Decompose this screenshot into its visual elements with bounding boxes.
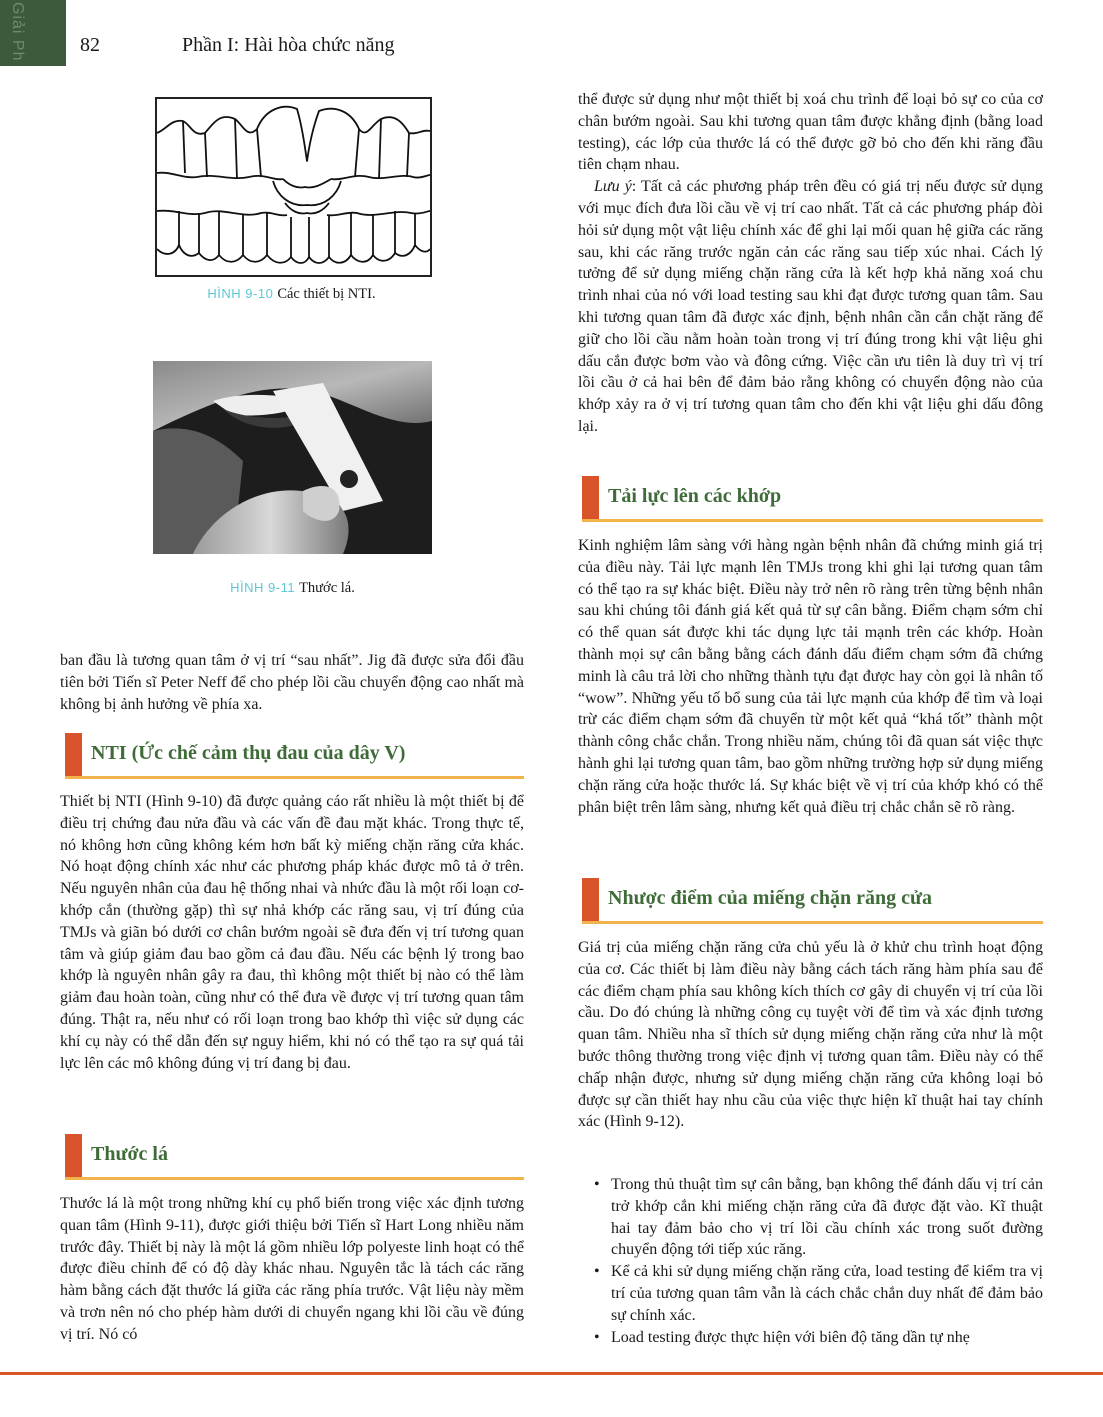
bullet-dot: • (594, 1263, 600, 1281)
paragraph: Giá trị của miếng chặn răng cửa chủ yếu là ở khử chu trình hoạt động của cơ. Các thiết bị làm điều này bằng cách tách răng hàm phía sau để các điểm chạm phía sau không kích thích cơ gây di chuyển vị trí của lồi cầu. Do đó chúng là những công cụ tuyệt vời để tìm và xác định tương quan tâm. Nhiều nha sĩ thích sử dụng miếng chặn răng cửa như là một bước thông thường trong việc định vị tương quan tâm. Điều này có thể chấp nhận được, nhưng sử dụng miếng chặn răng cửa không loại bỏ được sự cần thiết hay nhu cầu của việc thực hiện kĩ thuật hai tay chính xác (Hình 9-12). (578, 939, 1043, 1131)
heading-rule (65, 776, 524, 779)
teeth-drawing (157, 99, 430, 275)
figure-caption-9-11 (153, 580, 432, 597)
bullet-text: Trong thủ thuật tìm sự cân bằng, bạn không thể đánh dấu vị trí cản trở khớp cắn khi miếng chặn răng cửa đã được đặt vào. Kĩ thuật hai tay đảm bảo cho vị trí lồi cầu chính xác trong suốt đường chuyển động tới tiếp xúc răng. (611, 1176, 1043, 1259)
right-column-top (578, 89, 1043, 438)
figure-caption-9-10 (155, 286, 428, 303)
paragraph: Kinh nghiệm lâm sàng với hàng ngàn bệnh nhân đã chứng minh giá trị của điều này. Tải lực mạnh lên TMJs trong khi ghi lại tương quan tâm có thể tạo ra sự khác biệt. Điều này trở nên rõ ràng trên từng bệnh nhân sau khi chúng tôi đánh giá kết quả từ sự cân bằng. Điểm chạm sớm chỉ có thể quan sát được khi tác dụng lực tải mạnh trên các khớp. Hoàn thành mọi sự cân bằng bằng cách đánh dấu điểm chạm sớm đã chứng minh là câu trả lời cho những thành tựu đạt được hay còn gọi là nhân tố “wow”. Những yếu tố bổ sung của tải lực mạnh của khớp để tìm và loại trừ các điểm chạm sớm đã chuyển từ một kết quả “khá tốt” thành một thành công chắc chắn. Trong nhiều năm, chúng tôi đã quan sát việc thực hành ghi lại tương quan tâm, bao gồm những trường hợp sử dụng miếng chặn răng cửa hoặc thước lá. Sự khác biệt về vị trí của khớp khó có thể phân biệt trên lâm sàng, nhưng kết quả điều trị chắc chắn sẽ rõ ràng. (578, 537, 1043, 816)
paragraph: Thước lá là một trong những khí cụ phổ biến trong việc xác định tương quan tâm (Hình 9-11), được giới thiệu bởi Tiến sĩ Hart Long nhiều năm trước đây. Thiết bị này là một lá gồm nhiều lớp polyeste linh hoạt có thể được điều chỉnh để có độ dày khác nhau. Nguyên tắc là tách các răng hàm bằng cách đặt thước lá giữa các răng phía trước. Vật liệu này mềm và trơn nên nó cho phép hàm dưới di chuyển ngang khi lồi cầu về đúng vị trí. Nó có (60, 1195, 524, 1343)
bullet-list (578, 1174, 1043, 1348)
section-title: NTI (Ức chế cảm thụ đau của dây V) (91, 742, 406, 764)
section-heading-nti (65, 733, 524, 777)
side-tab-text: Giải Ph (9, 2, 26, 62)
left-column-thuoc-la (60, 1193, 524, 1346)
section-heading-tai-luc (582, 476, 1043, 520)
note-label: Lưu ý (594, 178, 632, 196)
heading-rule (582, 921, 1043, 924)
bullet-text: Load testing được thực hiện với biên độ tăng dần tự nhẹ (611, 1328, 970, 1346)
page-header (0, 0, 1103, 66)
section-title: Tải lực lên các khớp (608, 485, 782, 507)
figure-label: HÌNH 9-10 (207, 286, 274, 301)
heading-accent-bar (65, 733, 82, 777)
section-heading-nhuoc-diem (582, 878, 1043, 922)
left-column-p1 (60, 650, 524, 715)
heading-rule (65, 1177, 524, 1180)
running-title: Phần I: Hài hòa chức năng (182, 34, 395, 56)
right-column-tai-luc (578, 535, 1043, 818)
bullet-text: Kể cả khi sử dụng miếng chặn răng cửa, load testing để kiểm tra vị trí của tương quan tâm vẫn là cách chắc chắn duy nhất để đảm bảo sự chính xác. (611, 1263, 1043, 1324)
note-paragraph (578, 176, 1043, 438)
heading-accent-bar (65, 1134, 82, 1178)
section-title: Nhược điểm của miếng chặn răng cửa (608, 887, 932, 909)
section-title: Thước lá (91, 1143, 168, 1165)
figure-caption-text: Các thiết bị NTI. (277, 286, 376, 302)
page-number: 82 (80, 34, 100, 56)
note-text: : Tất cả các phương pháp trên đều có giá trị nếu được sử dụng với mục đích đưa lồi cầu về vị trí cao nhất. Tất cả các phương pháp đòi hỏi sử dụng một vật liệu chính xác để ghi lại mối quan hệ giữa các răng sau, khi các răng trước ngăn cản các răng sau tiếp xúc nhai. Cách lý tưởng để sử dụng miếng chặn răng cửa là kết hợp khả năng xoá chu trình nhai của nó với load testing sau khi đạt được tương quan tâm. Sau khi tương quan tâm đã được xác định, bệnh nhân cần cắn chặt răng để giữ cho lồi cầu nằm hoàn toàn trong vị trí đúng trong khi vật liệu ghi dấu cắn được bơm vào và đông cứng. Việc cần ưu tiên là duy trì vị trí lồi cầu ở cả hai bên để đảm bảo rằng không có chuyển động nào của khớp xảy ra ở vị trí tương quan tâm cho đến khi vật liệu ghi dấu đông lại. (578, 178, 1043, 435)
bullet-item (578, 1174, 1043, 1261)
heading-rule (582, 519, 1043, 522)
paragraph: Thiết bị NTI (Hình 9-10) đã được quảng cáo rất nhiều là một thiết bị để điều trị chứng đau nửa đầu và các vấn đề đau mặt khác. Trong thực tế, nó không hơn cũng không kém hơn bất kỳ miếng chặn răng cửa khác. Nó hoạt động chính xác như các phương pháp khác được mô tả ở trên. Nếu nguyên nhân của đau hệ thống nhai và nhức đầu là một rối loạn cơ-khớp cắn (thường gặp) thì sự nhả khớp các răng sau, vị trí đúng của TMJs và giãn bó dưới cơ chân bướm ngoài sẽ đưa đến vị trí tương quan tâm và giúp giảm đau bao gồm cả đau đầu. Nếu các bệnh lý trong bao khớp là nguyên nhân gây ra đau, thì không một thiết bị nào có thể làm giảm đau hoàn toàn, cũng như có thể đưa về được vị trí tương quan tâm đúng. Thật ra, nếu như có rối loạn trong bao khớp thì việc sử dụng các khí cụ này có thể dẫn đến sự nguy hiểm, khi nó có thể tạo ra sự quá tải lực lên các mô không đúng vị trí đang bị đau. (60, 793, 524, 1072)
figure-nti-drawing (155, 97, 432, 277)
footer-rule (0, 1372, 1103, 1375)
paragraph: ban đầu là tương quan tâm ở vị trí “sau nhất”. Jig đã được sửa đổi đầu tiên bởi Tiến sĩ Peter Neff để cho phép lồi cầu chuyển động cao nhất mà không bị ảnh hưởng về phía xa. (60, 652, 524, 713)
figure-shim-photo (153, 361, 432, 554)
bullet-dot: • (594, 1328, 600, 1346)
left-column-nti (60, 791, 524, 1074)
figure-label: HÌNH 9-11 (230, 580, 296, 595)
bullet-item (578, 1261, 1043, 1326)
section-heading-thuoc-la (65, 1134, 524, 1178)
chapter-side-tab (0, 0, 66, 66)
paragraph: thể được sử dụng như một thiết bị xoá chu trình để loại bỏ sự co của cơ chân bướm ngoài. Sau khi tương quan tâm được khẳng định (bằng load testing), các lớp của thước lá có thể được gỡ bỏ cho đến khi răng đầu tiên chạm nhau. (578, 91, 1043, 174)
right-column-nhuoc-diem (578, 937, 1043, 1133)
figure-caption-text: Thước lá. (299, 580, 355, 596)
heading-accent-bar (582, 878, 599, 922)
shim-photo-image (153, 361, 432, 554)
heading-accent-bar (582, 476, 599, 520)
bullet-item (578, 1327, 1043, 1349)
bullet-dot: • (594, 1176, 600, 1193)
